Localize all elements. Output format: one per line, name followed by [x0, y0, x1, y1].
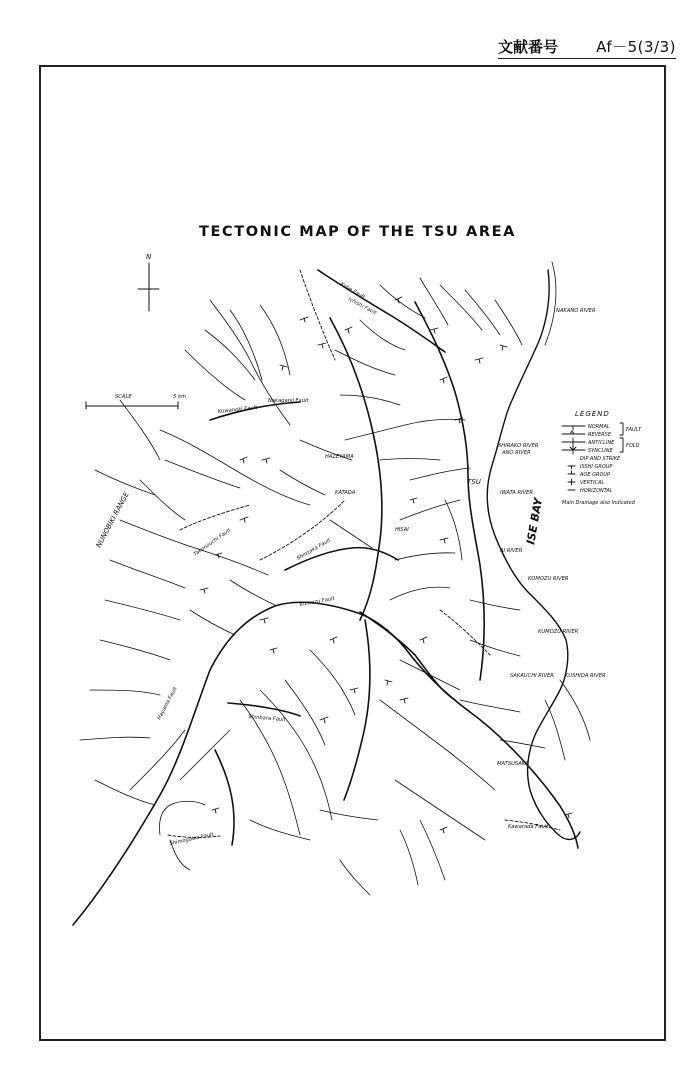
legend-item-label: AOE GROUP — [580, 472, 611, 478]
doc-reference: Af－5(3/3) — [596, 38, 676, 56]
legend-note: Main Drainage also Indicated — [562, 500, 635, 506]
legend-item-label: NORMAL — [588, 424, 610, 430]
scale-bar — [86, 402, 178, 409]
bay-label: ISE BAY — [524, 497, 546, 546]
fault-label: Nakaganji Fault — [268, 398, 309, 404]
map-title: TECTONIC MAP OF THE TSU AREA — [199, 224, 516, 240]
place-label: NUNOBIKI RANGE — [94, 490, 131, 549]
fault-line — [415, 302, 484, 680]
river-label: ANO RIVER — [502, 450, 531, 456]
fault-line — [360, 612, 455, 700]
scale-unit-label: 5 km — [173, 394, 187, 400]
legend-item-label: REVERSE — [588, 432, 612, 438]
legend-item-label: HORIZONTAL — [580, 488, 613, 494]
fault-line — [215, 750, 234, 845]
fault-line — [228, 703, 300, 716]
fault-line — [330, 318, 382, 620]
river-label: NAKANO RIVER — [556, 308, 596, 314]
fault-label: Ichishi Fault — [347, 296, 378, 317]
legend-item-label: SYNCLINE — [588, 448, 613, 454]
legend-title: LEGEND — [575, 410, 610, 418]
fault-label: Kobe Fault — [339, 281, 366, 301]
fault-label: Takenouchi Fault — [192, 527, 233, 558]
legend-item-label: DIP AND STRIKE — [580, 456, 621, 462]
fault-label: Hayama Fault — [156, 686, 179, 721]
fault-label: Shimogawa Fault — [169, 831, 215, 847]
fault-label: Kuwanoki Fault — [217, 404, 258, 415]
legend-item-label: ISSHI GROUP — [580, 464, 613, 470]
river-label: KOMOZU RIVER — [528, 576, 569, 582]
place-label: KATADA — [335, 490, 356, 496]
fault-label: Shinzaka Fault — [296, 537, 332, 562]
fault-line — [318, 270, 445, 352]
scale-label: SCALE — [115, 394, 132, 400]
place-label: HAZEYAMA — [325, 454, 354, 460]
place-label: MATSUSAKA — [497, 761, 529, 767]
river-label: SHIRAKO RIVER — [498, 443, 539, 449]
river-label: AI RIVER — [500, 548, 523, 554]
fault-label: Kumozu Fault — [299, 595, 336, 608]
north-label: N — [146, 253, 152, 261]
legend-item-label: VERTICAL — [580, 480, 605, 486]
fault-label: Shinbara Fault — [247, 714, 286, 724]
river-label: IWATA RIVER — [500, 490, 534, 496]
legend-brace-fold: FOLD — [626, 443, 640, 449]
doc-label: 文献番号 — [498, 38, 559, 56]
river-label: KUSHIDA RIVER — [565, 673, 606, 679]
place-label: HISAI — [395, 527, 409, 533]
north-arrow — [138, 263, 159, 311]
fault-line — [344, 620, 370, 800]
river-label: SAKAUCHI RIVER — [510, 673, 554, 679]
place-label: TSU — [467, 478, 481, 486]
legend-brace-fault: FAULT — [626, 427, 642, 433]
coastline — [487, 270, 580, 839]
river-label: KUMOZU RIVER — [538, 629, 579, 635]
legend-item-label: ANTICLINE — [588, 440, 615, 446]
fault-label: Kawarada Fault — [508, 824, 549, 830]
